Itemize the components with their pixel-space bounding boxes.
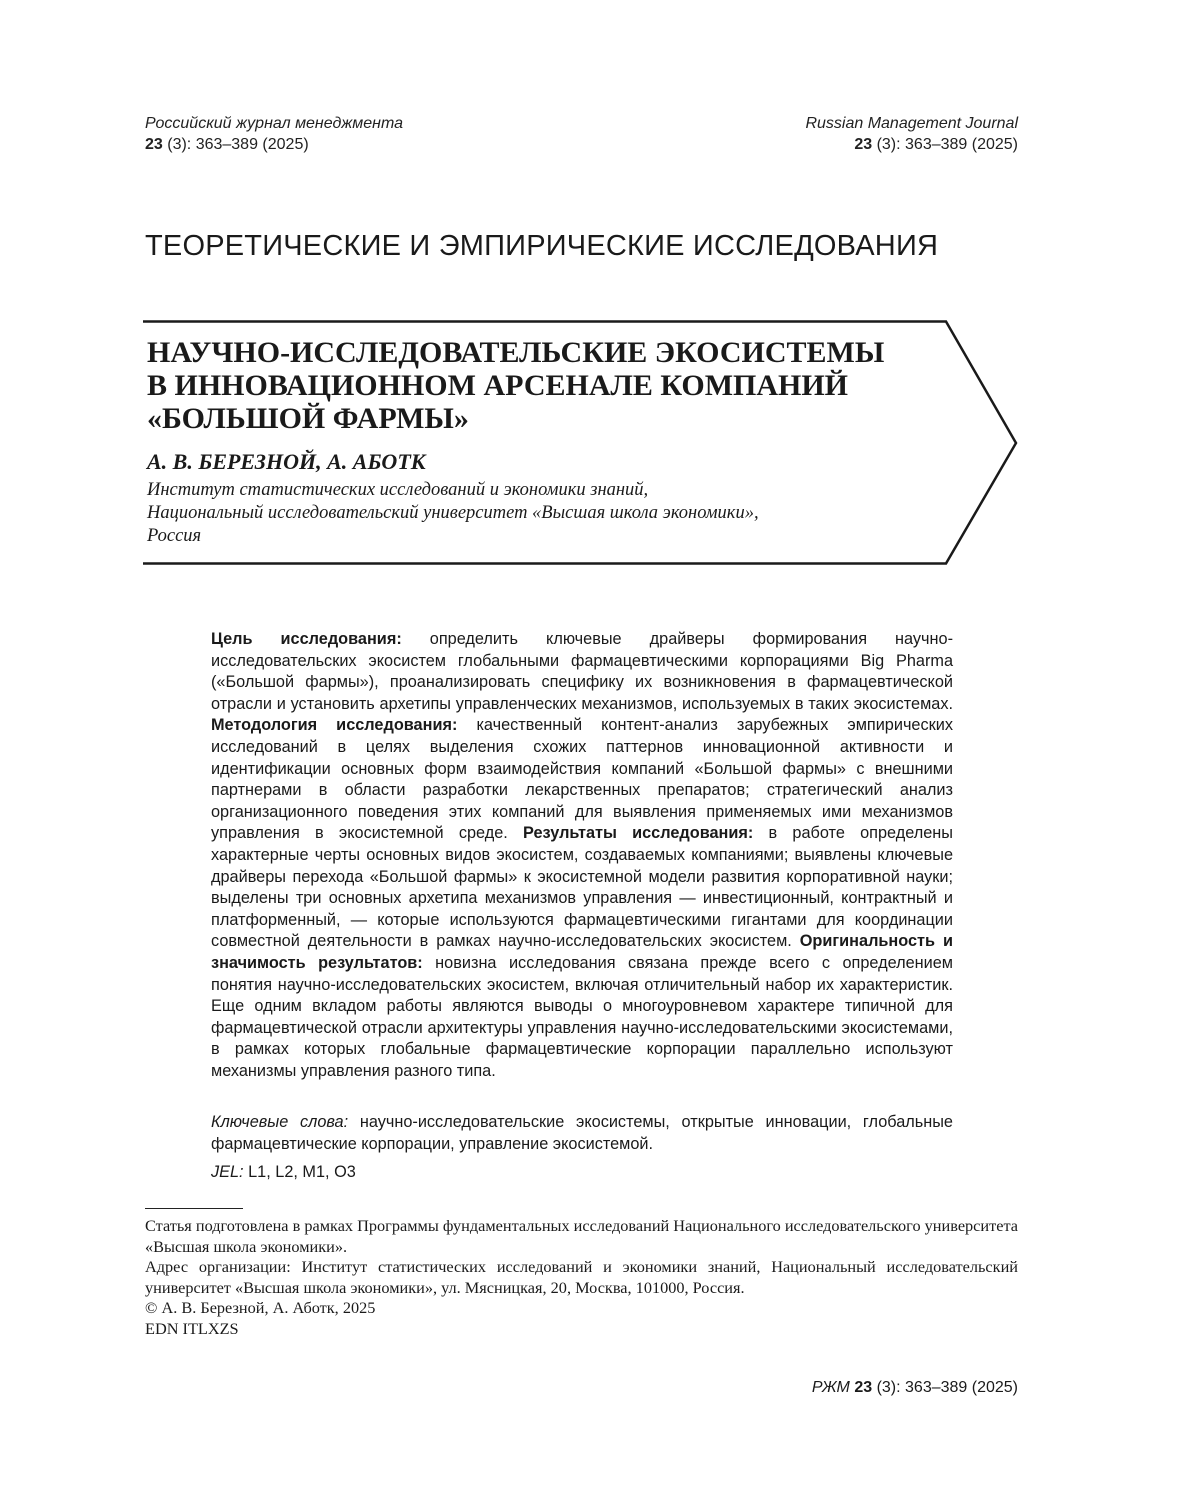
abstract-paragraph [211, 629, 953, 1082]
originality-text: новизна исследования связана прежде всего с определением понятия научно-исследовательских экосистем, включая отличительный набор их характеристик. Еще одним вкладом работы являются выводы о многоуровневом характере типичной для фармацевтической отрасли архитектуры управления научно-исследовательскими экосистемами, в рамках которых глобальные фармацевтические корпорации параллельно используют механизмы управления разного типа. [211, 953, 953, 1080]
goal-label: Цель исследования: [211, 630, 402, 648]
affiliation-line: Институт статистических исследований и экономики знаний, [147, 480, 649, 500]
running-header-right [805, 113, 1018, 155]
issue-pages: (3): 363–389 (2025) [872, 136, 1018, 153]
footer-issue: (3): 363–389 (2025) [872, 1379, 1018, 1396]
title-line: В ИННОВАЦИОННОМ АРСЕНАЛЕ КОМПАНИЙ [147, 369, 849, 402]
keywords-label: Ключевые слова: [211, 1113, 349, 1131]
running-header-left [145, 113, 403, 155]
footnotes [145, 1216, 1018, 1339]
results-label: Результаты исследования: [523, 824, 754, 843]
edn-note: EDN ITLXZS [145, 1318, 239, 1338]
method-text: качественный контент-анализ зарубежных эмпирических исследований в целях выделения схожих паттернов инновационной активности и идентификации основных форм взаимодействия компаний «Большой фармы» с внешними партнерами в области разработки лекарственных препаратов; стратегический анализ организационного поведения этих компаний для выявления применяемых ими механизмов управления в экосистемной среде. [211, 716, 953, 843]
affiliation-line: Россия [147, 526, 202, 546]
address-note: Адрес организации: Институт статистических исследований и экономики знаний, Национальный исследовательский университет «Высшая школа экономики», ул. Мясницкая, 20, Москва, 101000, Россия. [145, 1257, 1018, 1297]
goal-text: определить ключевые драйверы формирования научно-исследовательских экосистем глобальными фармацевтическими корпорациями Big Pharma («Большой фармы»), проанализировать специфику их возникновения в фармацевтической отрасли и установить архетипы управленческих механизмов, используемых в таких экосистемах. [211, 630, 954, 713]
journal-name-ru: Российский журнал менеджмента [145, 115, 404, 132]
article-title [147, 336, 967, 435]
jel-text: L1, L2, M1, O3 [243, 1163, 356, 1181]
copyright-note: © А. В. Березной, А. Аботк, 2025 [145, 1298, 376, 1317]
title-line: НАУЧНО-ИССЛЕДОВАТЕЛЬСКИЕ ЭКОСИСТЕМЫ [147, 336, 885, 369]
jel-label: JEL: [211, 1163, 244, 1181]
method-label: Методология исследования: [211, 716, 458, 735]
keywords [211, 1112, 953, 1155]
keywords-text: научно-исследовательские экосистемы, открытые инновации, глобальные фармацевтические корпорации, управление экосистемой. [211, 1113, 953, 1153]
results-text: в работе определены характерные черты основных видов экосистем, создаваемых компаниями; выявлены ключевые драйверы перехода «Большой фармы» к экосистемной модели развития корпоративной науки; выделены три основных архетипа механизмов управления — инвестиционный, контрактный и платформенный, — которые используются фармацевтическими гигантами для координации совместной деятельности в рамках научно-исследовательских экосистем. [211, 824, 953, 951]
page-footer [812, 1377, 1018, 1398]
section-title: ТЕОРЕТИЧЕСКИЕ И ЭМПИРИЧЕСКИЕ ИССЛЕДОВАНИЯ [145, 230, 939, 262]
title-line: «БОЛЬШОЙ ФАРМЫ» [147, 402, 469, 435]
originality-label: Оригинальность и значимость результатов: [211, 932, 953, 972]
jel-codes [211, 1162, 356, 1184]
volume-number: 23 [145, 136, 163, 153]
footer-volume: 23 [854, 1379, 873, 1396]
journal-name-en: Russian Management Journal [805, 115, 1018, 132]
affiliation-line: Национальный исследовательский университет «Высшая школа экономики», [147, 503, 759, 523]
abstract [211, 629, 953, 1082]
journal-issue-en [805, 134, 1018, 155]
volume-number: 23 [854, 136, 873, 153]
affiliation [147, 479, 927, 548]
authors: А. В. БЕРЕЗНОЙ, А. АБОТК [147, 449, 426, 474]
footer-journal-abbr: РЖМ [811, 1379, 850, 1396]
funding-note: Статья подготовлена в рамках Программы фундаментальных исследований Национального исследовательского университета «Высшая школа экономики». [145, 1216, 1019, 1256]
issue-pages: (3): 363–389 (2025) [162, 136, 309, 153]
journal-issue-ru [145, 134, 403, 155]
footnote-divider [145, 1208, 243, 1209]
